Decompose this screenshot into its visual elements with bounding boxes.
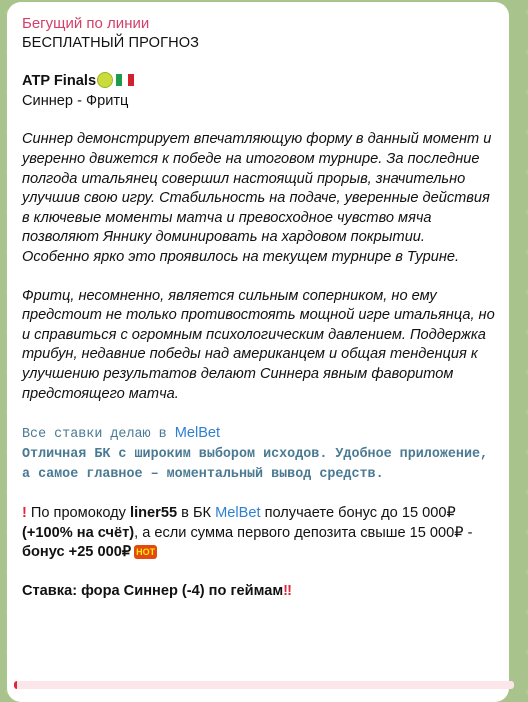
bets-prefix: Все ставки делаю в xyxy=(22,427,175,443)
bet-line xyxy=(22,582,495,602)
paragraph-2: Фритц, несомненно, является сильным соперником, но ему предстоит не только противостоять мощной игре итальянца, но и справиться с огромным психологическим давлением. Поддержка трибун, недавние победы над американцем и общая тенденция к улучшению результатов делают Синнера явным фаворитом предстоящего матча. xyxy=(22,287,495,402)
match-name: Синнер - Фритц xyxy=(22,92,129,109)
promo-bold: (+100% на счёт) xyxy=(22,524,135,541)
hot-badge-icon: HOT xyxy=(136,547,156,558)
italy-flag-icon xyxy=(116,74,134,86)
promo-code: liner55 xyxy=(130,505,178,522)
melbet-link[interactable]: MelBet xyxy=(174,425,221,442)
promo-text xyxy=(22,504,495,563)
promo-part-3: получаете бонус до 15 000₽ xyxy=(260,505,456,522)
event-title: ATP Finals xyxy=(22,73,97,90)
bets-description: Отличная БК с широким выбором исходов. Удобное приложение, а самое главное – моментальный вывод средств. xyxy=(22,447,489,483)
double-exclamation-icon: ‼ xyxy=(283,582,292,599)
sender-name[interactable]: Бегущий по линии xyxy=(22,15,150,32)
tennis-ball-icon xyxy=(97,72,113,88)
exclamation-icon: ! xyxy=(22,505,27,522)
promo-bonus: бонус +25 000₽ xyxy=(22,544,132,561)
bets-line xyxy=(22,423,495,445)
paragraph-1: Синнер демонстрирует впечатляющую форму в данный момент и уверенно движется к победе на итоговом турнире. За последние полгода итальянец совершил настоящий прорыв, значительно улучшив свою игру. Стабильность на подаче, уверенные действия в ключевые моменты матча и превосходное чувство мяча позволяют Яннику доминировать на хардовом покрытии. Особенно ярко это проявилось на текущем турнире в Турине. xyxy=(22,131,492,265)
promo-part-1: По промокоду xyxy=(30,505,131,522)
promo-part-4: , а если сумма первого депозита свыше 15 000₽ - xyxy=(134,524,473,541)
event-line xyxy=(22,72,495,92)
message-bubble xyxy=(7,2,509,702)
promo-part-2: в БК xyxy=(177,505,216,522)
quote-block-start xyxy=(14,681,514,689)
bet-text: Ставка: фора Синнер (-4) по геймам xyxy=(22,582,284,599)
message-heading: БЕСПЛАТНЫЙ ПРОГНОЗ xyxy=(22,34,200,51)
promo-melbet-link[interactable]: MelBet xyxy=(215,505,261,522)
